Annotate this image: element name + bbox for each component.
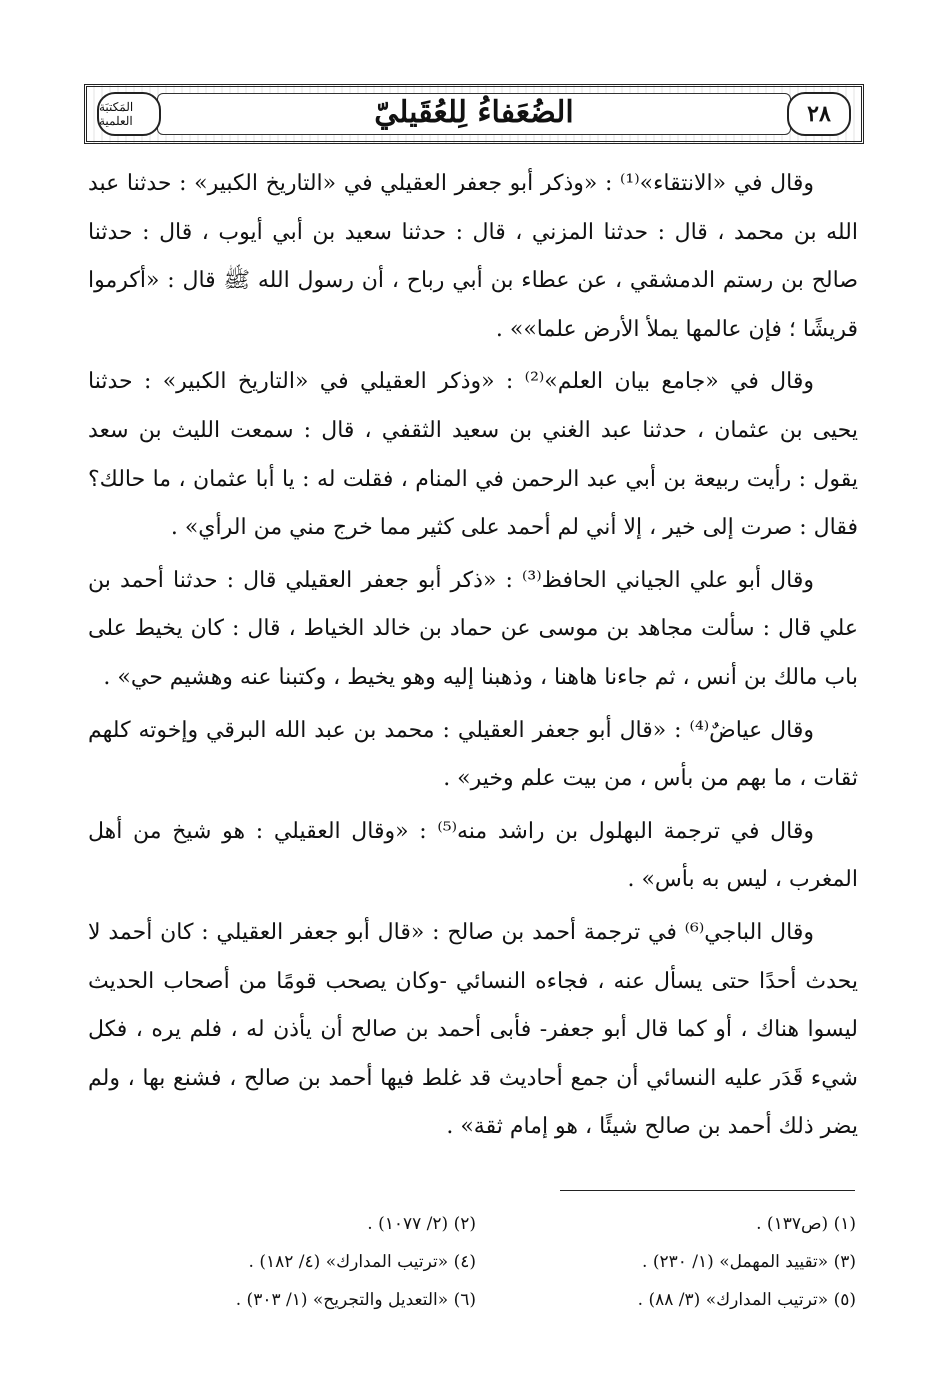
footnote-5: (٥) «ترتيب المدارك» (٣/ ٨٨) . <box>637 1290 856 1310</box>
footnote-separator <box>560 1190 855 1191</box>
paragraph-4: وقال عياضٌ⁽⁴⁾ : «قال أبو جعفر العقيلي : محمد بن عبد الله البرقي وإخوته كلهم ثقات ، ما بهم من بأس ، من بيت علم وخير» . <box>88 717 858 792</box>
paragraph-3: وقال أبو علي الجياني الحافظ⁽³⁾ : «ذكر أبو جعفر العقيلي قال : حدثنا أحمد بن علي قال : سألت مجاهد بن موسى عن حماد بن خالد الخياط ، قال : كان يخيط على باب مالك بن أنس ، ثم جاءنا هاهنا ، وذهبنا إليه وهو يخيط ، وكتبنا عنه وهشيم حي» . <box>88 567 858 690</box>
footnote-3: (٣) «تقييد المهمل» (١/ ٢٣٠) . <box>642 1252 856 1272</box>
paragraph-6: وقال الباجي⁽⁶⁾ في ترجمة أحمد بن صالح : «قال أبو جعفر العقيلي : كان أحمد لا يحدث أحدًا حتى يسأل عنه ، فجاءه النسائي -وكان يصحب قومًا من أصحاب الحديث ليسوا هناك ، أو كما قال أبو جعفر- فأبى أحمد بن صالح أن يأذن له ، فلم يره ، فكل شيء قَدَر عليه النسائي أن جمع أحاديث قد غلط فيها أحمد بن صالح ، فشنع بها ، ولم يضر ذلك أحمد بن صالح شيئًا ، هو إمام ثقة» . <box>88 919 858 1140</box>
running-title: الضُعَفاءُ لِلعُقَيليّ <box>374 95 574 130</box>
footnote-row <box>96 1281 856 1319</box>
paragraph-5: وقال في ترجمة البهلول بن راشد منه⁽⁵⁾ : «وقال العقيلي : هو شيخ من أهل المغرب ، ليس به بأس» . <box>88 818 858 893</box>
footnote-row <box>96 1205 856 1243</box>
page-header <box>84 84 864 144</box>
emblem-text: المَكتبَة العلمية <box>99 100 134 128</box>
footnote-6: (٦) «التعديل والتجريح» (١/ ٣٠٣) . <box>235 1290 476 1310</box>
footnotes <box>96 1205 856 1319</box>
footnote-row <box>96 1243 856 1281</box>
paragraph-1: وقال في «الانتقاء»⁽¹⁾ : «وذكر أبو جعفر العقيلي في «التاريخ الكبير» : حدثنا عبد الله بن محمد ، قال : حدثنا المزني ، قال : حدثنا سعيد بن أبي أيوب ، قال : حدثنا صالح بن رستم الدمشقي ، عن عطاء بن أبي رباح ، أن رسول الله ﷺ قال : «أكرموا قريشًا ؛ فإن عالمها يملأ الأرض علما»» . <box>88 171 858 342</box>
footnote-4: (٤) «ترتيب المدارك» (٤/ ١٨٢) . <box>248 1252 476 1272</box>
page-number: ٢٨ <box>807 101 831 127</box>
page-number-box <box>787 92 851 136</box>
footnote-1: (١) (ص١٣٧) . <box>756 1214 856 1234</box>
paragraph-2: وقال في «جامع بيان العلم»⁽²⁾ : «وذكر العقيلي في «التاريخ الكبير» : حدثنا يحيى بن عثمان ، حدثنا عبد الغني بن سعيد الثقفي ، قال : سمعت الليث بن سعد يقول : رأيت ربيعة بن أبي عبد الرحمن في المنام ، فقلت له : يا أبا عثمان ، ما حالك؟ فقال : صرت إلى خير ، إلا أني لم أحمد على كثير مما خرج مني من الرأي» . <box>88 369 858 541</box>
footnote-2: (٢) (٢/ ١٠٧٧) . <box>367 1214 476 1234</box>
main-text <box>88 160 858 1156</box>
